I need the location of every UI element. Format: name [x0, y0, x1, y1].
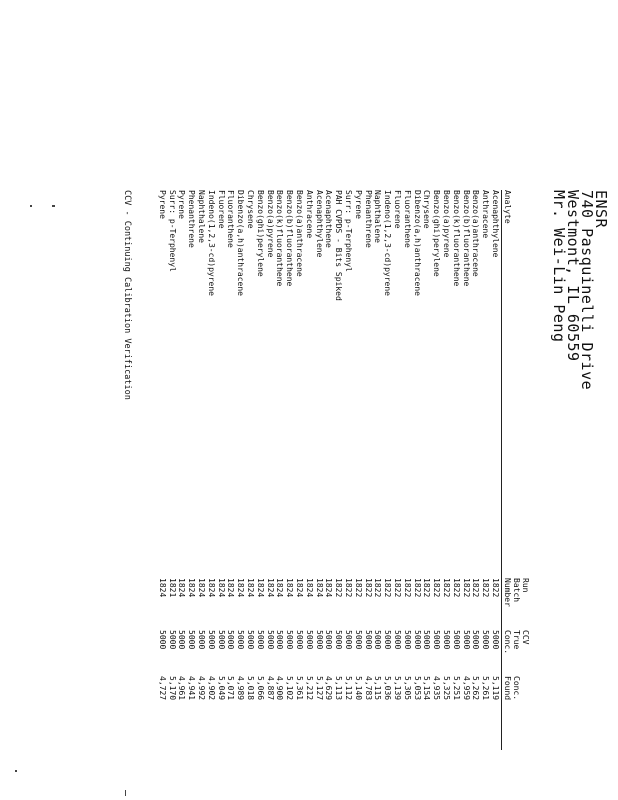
true-conc-cell: 5000 [246, 630, 256, 650]
true-conc-cell: 5000 [265, 630, 275, 650]
company-name: ENSR [592, 190, 610, 229]
table-row [177, 190, 187, 760]
found-conc-cell: 5,139 [393, 676, 403, 701]
true-conc-cell: 5000 [422, 630, 432, 650]
analyte-cell: Pyrene [353, 190, 363, 219]
batch-cell: 1824 [314, 578, 324, 598]
true-conc-cell: 5000 [275, 630, 285, 650]
table-row [314, 190, 324, 760]
found-conc-cell: 5,154 [422, 676, 432, 701]
analyte-cell: Chrysene [246, 190, 256, 229]
found-conc-cell: 5,251 [451, 676, 461, 701]
found-conc-cell: 4,887 [265, 676, 275, 701]
true-conc-cell: 5000 [402, 630, 412, 650]
found-conc-cell: 5,305 [402, 676, 412, 701]
table-row [216, 190, 226, 760]
table-row [343, 190, 353, 760]
found-conc-cell: 5,066 [255, 676, 265, 701]
table-row [382, 190, 392, 760]
rotated-report [88, 190, 608, 790]
analyte-cell: Fluoranthene [226, 190, 236, 248]
true-conc-cell: 5000 [393, 630, 403, 650]
batch-cell: 1824 [216, 578, 226, 598]
found-conc-cell: 4,989 [236, 676, 246, 701]
scan-speck [30, 205, 32, 207]
found-conc-cell: 4,783 [363, 676, 373, 701]
batch-cell: 1822 [461, 578, 471, 598]
true-conc-cell: 5000 [373, 630, 383, 650]
analyte-cell: Pyrene [157, 190, 167, 219]
table-row [451, 190, 461, 760]
analyte-cell: Phenanthrene [363, 190, 373, 248]
table-row [275, 190, 285, 760]
analyte-cell: Benzo(a)pyrene [442, 190, 452, 258]
table-row [412, 190, 422, 760]
true-conc-cell: 5000 [255, 630, 265, 650]
table-row [422, 190, 432, 760]
analyte-cell: Pyrene [177, 190, 187, 219]
col-header-true-conc: CCV True Conc. [503, 630, 530, 655]
found-conc-cell: 5,127 [314, 676, 324, 701]
contact-name: Mr. Wei-Lin Peng [550, 190, 568, 343]
analyte-cell: Dibenzo(a,h)anthracene [412, 190, 422, 296]
true-conc-cell: 5000 [481, 630, 491, 650]
analyte-cell: Anthracene [481, 190, 491, 239]
true-conc-cell: 5000 [236, 630, 246, 650]
batch-cell: 1822 [491, 578, 500, 598]
analyte-cell: Fluoranthene [402, 190, 412, 248]
found-conc-cell: 5,018 [246, 676, 256, 701]
city-state-zip: Westmont, IL 60559 [564, 190, 582, 362]
table-row [324, 190, 334, 760]
table-row [226, 190, 236, 760]
batch-cell: 1822 [393, 578, 403, 598]
analyte-cell: Fluorene [393, 190, 403, 229]
true-conc-cell: 5000 [187, 630, 197, 650]
analyte-cell: Naphthalene [197, 190, 207, 243]
batch-cell: 1822 [353, 578, 363, 598]
found-conc-cell: 5,170 [167, 676, 177, 701]
batch-cell: 1824 [255, 578, 265, 598]
found-conc-cell: 5,071 [226, 676, 236, 701]
street-address: 740 Pasquinelli Drive [578, 190, 596, 391]
batch-cell: 1824 [226, 578, 236, 598]
analyte-cell: Benzo(k)fluoranthene [275, 190, 285, 287]
table-row [480, 190, 490, 760]
batch-cell: 1822 [363, 578, 373, 598]
table-row [431, 190, 441, 760]
analyte-cell: Benzo(ghi)perylene [432, 190, 442, 277]
found-conc-cell: 5,212 [304, 676, 314, 701]
batch-cell: 1824 [246, 578, 256, 598]
batch-cell: 1824 [177, 578, 187, 598]
batch-cell: 1822 [402, 578, 412, 598]
true-conc-cell: 5000 [344, 630, 354, 650]
found-conc-cell: 5,361 [295, 676, 305, 701]
found-conc-cell: 4,902 [206, 676, 216, 701]
batch-cell: 1824 [236, 578, 246, 598]
analyte-cell: Benzo(a)anthracene [471, 190, 481, 277]
analyte-cell: Indeno(1,2,3-cd)pyrene [383, 190, 393, 296]
analyte-cell: Benzo(b)fluoranthene [461, 190, 471, 287]
table-row [265, 190, 275, 760]
true-conc-cell: 5000 [304, 630, 314, 650]
true-conc-cell: 5000 [451, 630, 461, 650]
analyte-cell: Benzo(a)anthracene [295, 190, 305, 277]
table-row [187, 190, 197, 760]
table-row [304, 190, 314, 760]
batch-cell: 1822 [442, 578, 452, 598]
col-header-found-conc: Conc. Found [503, 676, 521, 701]
true-conc-cell: 5000 [471, 630, 481, 650]
true-conc-cell: 5000 [363, 630, 373, 650]
batch-cell: 1822 [451, 578, 461, 598]
scan-speck [52, 205, 55, 207]
true-conc-cell: 5000 [206, 630, 216, 650]
true-conc-cell: 5000 [383, 630, 393, 650]
found-conc-cell: 5,036 [383, 676, 393, 701]
found-conc-cell: 5,325 [442, 676, 452, 701]
found-conc-cell: 5,115 [373, 676, 383, 701]
header-rule [501, 190, 502, 750]
analyte-cell: Benzo(a)pyrene [265, 190, 275, 258]
batch-cell: 1824 [157, 578, 167, 598]
found-conc-cell: 5,113 [334, 676, 344, 701]
found-conc-cell: 5,261 [481, 676, 491, 701]
col-header-analyte: Analyte [503, 190, 512, 224]
found-conc-cell: 4,961 [177, 676, 187, 701]
analyte-cell: Acenaphthene [324, 190, 334, 248]
batch-cell: 1822 [334, 578, 344, 598]
analyte-cell: Indeno(1,2,3-cd)pyrene [206, 190, 216, 296]
table-row [167, 190, 177, 760]
found-conc-cell: 5,140 [353, 676, 363, 701]
batch-cell: 1824 [324, 578, 334, 598]
batch-cell: 1822 [471, 578, 481, 598]
found-conc-cell: 5,112 [344, 676, 354, 701]
batch-cell: 1822 [481, 578, 491, 598]
table-row [392, 190, 402, 760]
found-conc-cell: 5,053 [412, 676, 422, 701]
analyte-cell: Dibenzo(a,h)anthracene [236, 190, 246, 296]
table-row [245, 190, 255, 760]
found-conc-cell: 4,629 [324, 676, 334, 701]
table-row [157, 190, 167, 760]
analyte-cell: Anthracene [304, 190, 314, 239]
table-row [196, 190, 206, 760]
true-conc-cell: 5000 [216, 630, 226, 650]
analyte-cell: Benzo(b)fluoranthene [285, 190, 295, 287]
table-row [206, 190, 216, 760]
batch-cell: 1824 [265, 578, 275, 598]
table-row [255, 190, 265, 760]
found-conc-cell: 4,941 [187, 676, 197, 701]
true-conc-cell: 5000 [432, 630, 442, 650]
true-conc-cell: 5000 [442, 630, 452, 650]
batch-cell: 1822 [412, 578, 422, 598]
true-conc-cell: 5000 [412, 630, 422, 650]
analyte-cell: Chrysene [422, 190, 432, 229]
true-conc-cell: 5000 [324, 630, 334, 650]
results-table [157, 190, 500, 760]
true-conc-cell: 5000 [167, 630, 177, 650]
table-row [363, 190, 373, 760]
batch-cell: 1822 [422, 578, 432, 598]
analyte-cell: Benzo(k)fluoranthene [451, 190, 461, 287]
true-conc-cell: 5000 [314, 630, 324, 650]
true-conc-cell: 5000 [157, 630, 167, 650]
found-conc-cell: 4,727 [157, 676, 167, 701]
analyte-cell: Phenanthrene [187, 190, 197, 248]
true-conc-cell: 5000 [226, 630, 236, 650]
true-conc-cell: 5000 [197, 630, 207, 650]
table-row [294, 190, 304, 760]
found-conc-cell: 5,262 [471, 676, 481, 701]
table-row [235, 190, 245, 760]
batch-cell: 1824 [197, 578, 207, 598]
table-row [471, 190, 481, 760]
found-conc-cell: 4,992 [197, 676, 207, 701]
found-conc-cell: 5,119 [491, 676, 500, 701]
analyte-cell: Surr: p-Terphenyl [167, 190, 177, 272]
address-block [552, 190, 608, 390]
scan-speck [15, 770, 17, 772]
col-header-batch: Run Batch Number [503, 578, 530, 607]
analyte-cell: Fluorene [216, 190, 226, 229]
true-conc-cell: 5000 [295, 630, 305, 650]
batch-cell: 1824 [304, 578, 314, 598]
table-row [490, 190, 500, 760]
analyte-cell: Naphthalene [373, 190, 383, 243]
batch-cell: 1824 [285, 578, 295, 598]
table-row [373, 190, 383, 760]
batch-cell: 1821 [167, 578, 177, 598]
found-conc-cell: 4,959 [461, 676, 471, 701]
analyte-cell: Benzo(ghi)perylene [255, 190, 265, 277]
table-row [441, 190, 451, 760]
batch-cell: 1822 [383, 578, 393, 598]
batch-cell: 1824 [275, 578, 285, 598]
scan-speck [125, 790, 126, 796]
footnote: CCV - Continuing Calibration Verification [122, 190, 132, 400]
true-conc-cell: 5000 [177, 630, 187, 650]
table-row [284, 190, 294, 760]
batch-cell: 1822 [344, 578, 354, 598]
true-conc-cell: 5000 [461, 630, 471, 650]
table-row [333, 190, 343, 760]
analyte-cell: Surr: p-Terphenyl [344, 190, 354, 272]
batch-cell: 1822 [432, 578, 442, 598]
table-row [402, 190, 412, 760]
true-conc-cell: 5000 [353, 630, 363, 650]
analyte-cell: Acenaphthylene [314, 190, 324, 258]
batch-cell: 1824 [295, 578, 305, 598]
found-conc-cell: 5,102 [285, 676, 295, 701]
batch-cell: 1822 [373, 578, 383, 598]
analyte-cell: Acenaphthylene [491, 190, 500, 258]
found-conc-cell: 4,900 [275, 676, 285, 701]
table-row [353, 190, 363, 760]
batch-cell: 1824 [187, 578, 197, 598]
analyte-cell: PAH CVPDS - Bits Spiked [334, 190, 344, 301]
true-conc-cell: 5000 [285, 630, 295, 650]
true-conc-cell: 5000 [491, 630, 500, 650]
table-row [461, 190, 471, 760]
batch-cell: 1824 [206, 578, 216, 598]
true-conc-cell: 5000 [334, 630, 344, 650]
found-conc-cell: 4,935 [432, 676, 442, 701]
found-conc-cell: 5,049 [216, 676, 226, 701]
